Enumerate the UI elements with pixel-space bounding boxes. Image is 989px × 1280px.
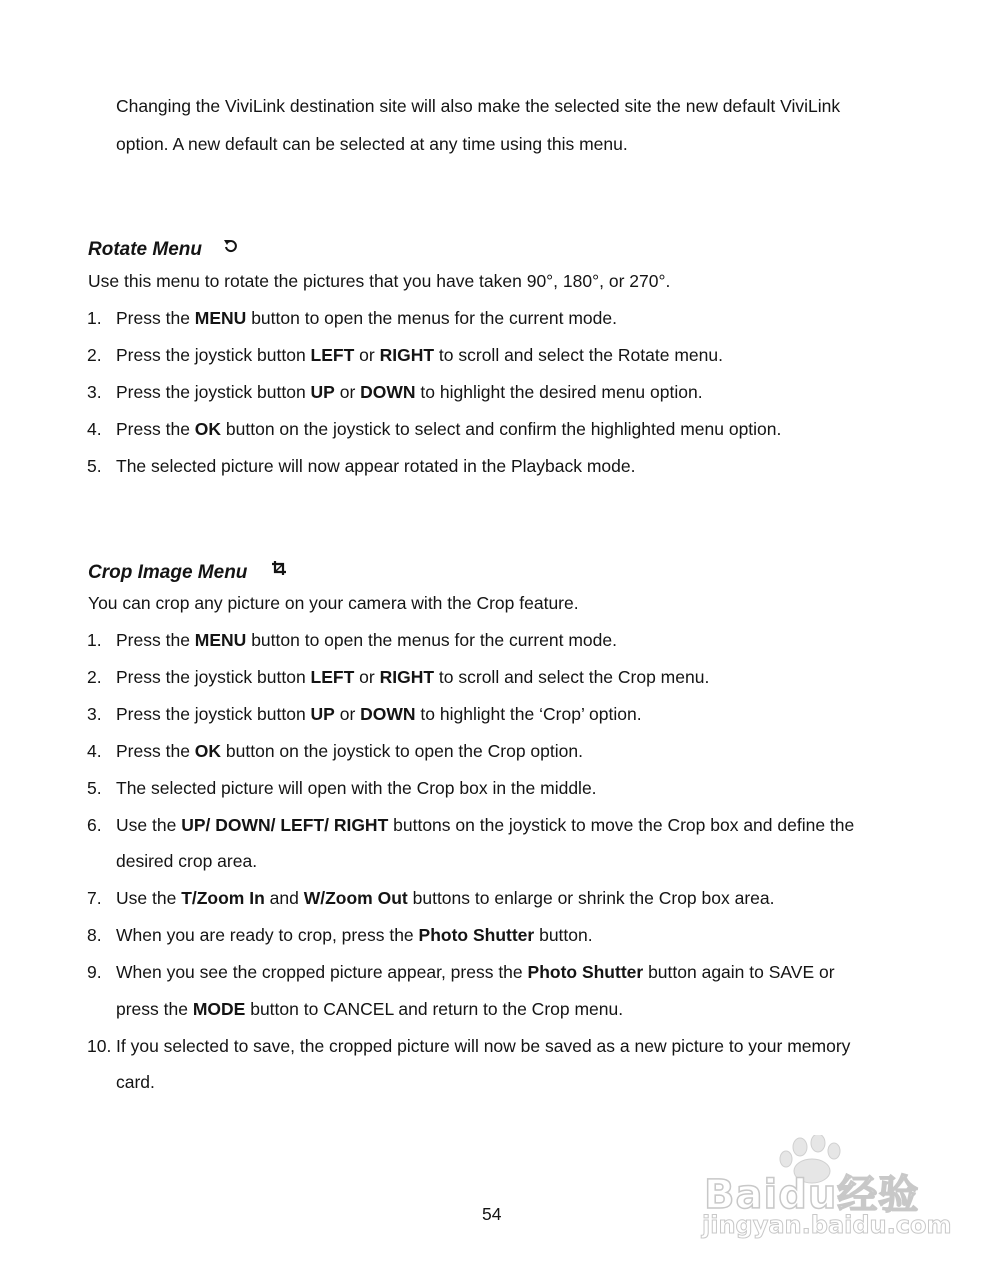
crop-step-4: Press the OK button on the joystick to open the Crop option. <box>116 741 583 761</box>
rotate-description: Use this menu to rotate the pictures that you have taken 90°, 180°, or 270°. <box>88 271 671 291</box>
crop-step-10: If you selected to save, the cropped picture will now be saved as a new picture to your memory <box>116 1036 851 1056</box>
crop-icon <box>270 559 288 577</box>
page-number: 54 <box>482 1204 502 1224</box>
rotate-icon <box>222 238 240 254</box>
rotate-step-1-number: 1. <box>87 308 102 328</box>
crop-step-9: When you see the cropped picture appear, press the Photo Shutter button again to SAVE or <box>116 962 835 982</box>
rotate-step-2-number: 2. <box>87 345 102 365</box>
crop-step-5-number: 5. <box>87 778 102 798</box>
crop-step-10-number: 10. <box>87 1036 112 1056</box>
intro-line-2: option. A new default can be selected at any time using this menu. <box>116 134 628 154</box>
crop-step-7: Use the T/Zoom In and W/Zoom Out buttons to enlarge or shrink the Crop box area. <box>116 888 775 908</box>
crop-step-6-continued: desired crop area. <box>116 851 258 871</box>
rotate-step-3: Press the joystick button UP or DOWN to highlight the desired menu option. <box>116 382 703 402</box>
rotate-step-4: Press the OK button on the joystick to select and confirm the highlighted menu option. <box>116 419 782 439</box>
rotate-step-2: Press the joystick button LEFT or RIGHT to scroll and select the Rotate menu. <box>116 345 723 365</box>
crop-step-3-number: 3. <box>87 704 102 724</box>
rotate-step-1: Press the MENU button to open the menus for the current mode. <box>116 308 617 328</box>
crop-step-9-number: 9. <box>87 962 102 982</box>
crop-step-10-continued: card. <box>116 1072 155 1092</box>
crop-step-6: Use the UP/ DOWN/ LEFT/ RIGHT buttons on the joystick to move the Crop box and define the <box>116 815 855 835</box>
crop-menu-heading: Crop Image Menu <box>88 562 248 583</box>
crop-step-7-number: 7. <box>87 888 102 908</box>
crop-step-3: Press the joystick button UP or DOWN to highlight the ‘Crop’ option. <box>116 704 642 724</box>
crop-step-5: The selected picture will open with the Crop box in the middle. <box>116 778 597 798</box>
rotate-step-3-number: 3. <box>87 382 102 402</box>
crop-step-1: Press the MENU button to open the menus for the current mode. <box>116 630 617 650</box>
baidu-watermark-url: jingyan.baidu.com <box>702 1211 952 1239</box>
crop-step-2: Press the joystick button LEFT or RIGHT to scroll and select the Crop menu. <box>116 667 710 687</box>
crop-description: You can crop any picture on your camera with the Crop feature. <box>88 593 579 613</box>
rotate-menu-heading: Rotate Menu <box>88 239 202 260</box>
crop-step-6-number: 6. <box>87 815 102 835</box>
rotate-step-5-number: 5. <box>87 456 102 476</box>
crop-step-4-number: 4. <box>87 741 102 761</box>
baidu-watermark-brand: Baidu经验 <box>704 1172 920 1218</box>
rotate-step-5: The selected picture will now appear rotated in the Playback mode. <box>116 456 636 476</box>
rotate-step-4-number: 4. <box>87 419 102 439</box>
crop-step-8-number: 8. <box>87 925 102 945</box>
crop-step-8: When you are ready to crop, press the Photo Shutter button. <box>116 925 593 945</box>
crop-step-1-number: 1. <box>87 630 102 650</box>
baidu-watermark <box>700 1135 952 1245</box>
intro-line-1: Changing the ViviLink destination site will also make the selected site the new default ViviLink <box>116 96 841 116</box>
crop-step-9-continued: press the MODE button to CANCEL and return to the Crop menu. <box>116 999 624 1019</box>
crop-step-2-number: 2. <box>87 667 102 687</box>
